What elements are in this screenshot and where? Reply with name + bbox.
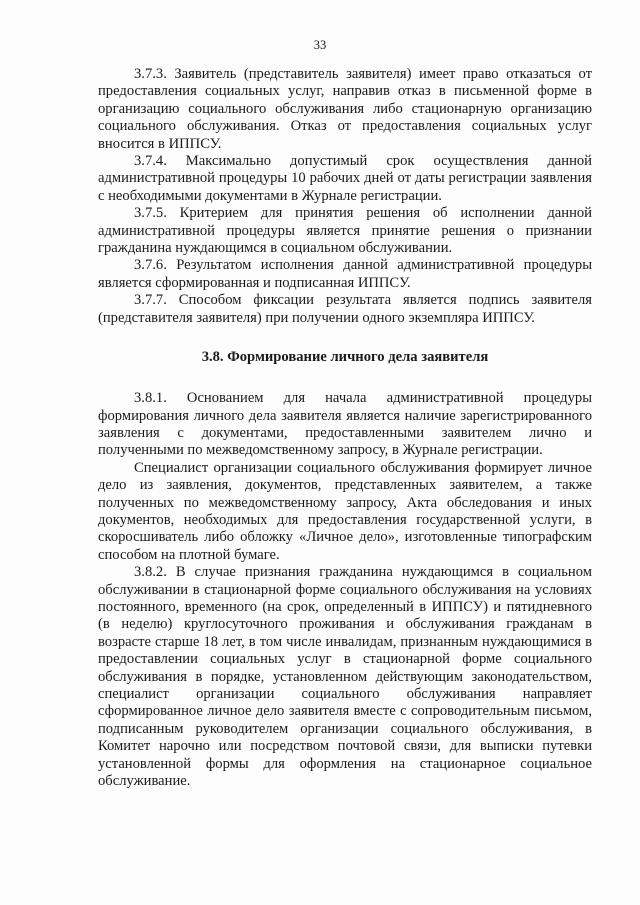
paragraph-3-7-5: 3.7.5. Критерием для принятия решения об исполнении данной административной процедуры является принятие решения о признании гражданина нуждающимся в социальном обслуживании. bbox=[98, 205, 592, 257]
paragraph-3-7-3: 3.7.3. Заявитель (представитель заявителя) имеет право отказаться от предоставления социальных услуг, направив отказ в письменной форме в организацию социального обслуживания либо стационарную организацию социального обслуживания. Отказ от предоставления социальных услуг вносится в ИППСУ. bbox=[98, 66, 592, 152]
page-number: 33 bbox=[313, 38, 327, 52]
paragraph-specialist: Специалист организации социального обслуживания формирует личное дело из заявления, документов, представленных заявителем, а также полученных по межведомственному запросу, Акта обследования и иных документов, необходимых для предоставления государственной услуги, в скоросшиватель либо обложку «Личное дело», изготовленные типографским способом на плотной бумаге. bbox=[98, 459, 592, 563]
paragraph-3-7-7: 3.7.7. Способом фиксации результата является подпись заявителя (представителя заявителя) при получении одного экземпляра ИППСУ. bbox=[98, 292, 592, 326]
paragraph-3-8-2: 3.8.2. В случае признания гражданина нуждающимся в социальном обслуживании в стационарной форме социального обслуживания на условиях постоянного, временного (на срок, определенный в ИППСУ) и пятидневного (в неделю) круглосуточного проживания и обслуживания гражданам в возрасте старше 18 лет, в том числе инвалидам, признанным нуждающимися в предоставлении социальных услуг в стационарной форме социального обслуживания в порядке, установленном действующим законодательством, специалист организации социального обслуживания направляет сформированное личное дело заявителя вместе с сопроводительным письмом, подписанным руководителем организации социального обслуживания, в Комитет нарочно или посредством почтовой связи, для выписки путевки установленной формы для оформления на стационарное социальное обслуживание. bbox=[98, 564, 592, 790]
paragraph-3-7-6: 3.7.6. Результатом исполнения данной административной процедуры является сформированная и подписанная ИППСУ. bbox=[98, 257, 592, 291]
section-heading-3-8: 3.8. Формирование личного дела заявителя bbox=[201, 349, 489, 366]
paragraph-3-7-4: 3.7.4. Максимально допустимый срок осуществления данной административной процедуры 10 рабочих дней от даты регистрации заявления с необходимыми документами в Журнале регистрации. bbox=[98, 153, 592, 204]
document-body bbox=[98, 66, 592, 790]
paragraph-3-8-1: 3.8.1. Основанием для начала административной процедуры формирования личного дела заявителя является наличие зарегистрированного заявления с документами, предоставленными заявителем лично и полученными по межведомственному запросу, в Журнале регистрации. bbox=[98, 390, 592, 459]
